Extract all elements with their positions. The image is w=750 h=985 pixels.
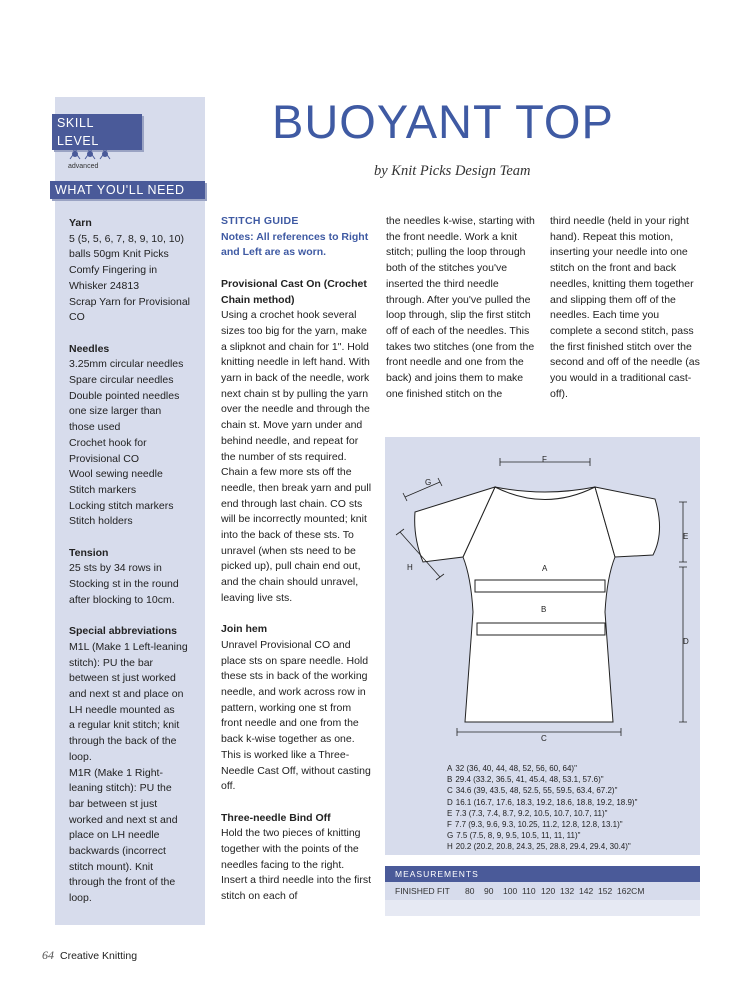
materials-list bbox=[69, 216, 199, 923]
three-needle-bind-off-body: Hold the two pieces of knitting together with the points of the needles facing to the right. Insert a third needle into the first stitch on each of bbox=[221, 827, 371, 903]
dim-label-e: E bbox=[683, 532, 689, 541]
skill-needles-icon bbox=[68, 143, 118, 163]
stitch-guide-column-3 bbox=[550, 214, 702, 402]
skill-level-heading: SKILL LEVEL bbox=[52, 114, 142, 150]
fit-value: 110 bbox=[522, 886, 536, 896]
stitch-guide-note: Notes: All references to Right and Left are as worn. bbox=[221, 230, 369, 259]
page-footer bbox=[42, 948, 137, 963]
dim-label-d: D bbox=[683, 637, 689, 646]
yarn-body: 5 (5, 5, 6, 7, 8, 9, 10, 10) balls 50gm Knit Picks Comfy Fingering in Whisker 24813 Scrap Yarn for Provisional CO bbox=[69, 232, 191, 324]
band-b bbox=[477, 623, 605, 635]
measurement-list bbox=[447, 763, 637, 853]
measurements-heading: MEASUREMENTS bbox=[385, 866, 700, 882]
page-number: 64 bbox=[42, 948, 54, 962]
abbreviations-heading: Special abbreviations bbox=[69, 625, 177, 638]
fit-value: 142 bbox=[579, 886, 594, 896]
measurement-row: C 34.6 (39, 43.5, 48, 52.5, 55, 59.5, 63.4, 67.2)" bbox=[447, 786, 618, 796]
tension-heading: Tension bbox=[69, 546, 109, 559]
fit-value: 80 bbox=[465, 886, 475, 896]
stitch-guide-heading: STITCH GUIDE bbox=[221, 215, 299, 227]
yarn-heading: Yarn bbox=[69, 217, 92, 229]
dim-label-a: A bbox=[542, 564, 548, 573]
skill-level-value: advanced bbox=[68, 163, 99, 170]
measurement-row: F 7.7 (9.3, 9.6, 9.3, 10.25, 11.2, 12.8, 12.8, 13.1)" bbox=[447, 820, 623, 830]
dim-label-g: G bbox=[425, 478, 432, 487]
provisional-cast-on-body: Using a crochet hook several sizes too big for the yarn, make a slipknot and chain for 1". Hold knitting needle in left hand. With yarn in back of the needle, work next chain st by pulling the yarn over the needle and through the chain st. Move yarn under and behind needle, and repeat for the number of sts required. Chain a few more sts off the needle, then break yarn and pull end through last chain. CO sts will be incorrectly mounted; knit into the back of these sts. To unravel (when sts need to be picked up), pull chain end out, and the chain should unravel, leaving live sts. bbox=[221, 309, 372, 604]
dim-label-h: H bbox=[407, 563, 413, 572]
dim-label-b: B bbox=[541, 605, 547, 614]
abbreviations-body: M1L (Make 1 Left-leaning stitch): PU the bar between st just worked and next st and place on LH needle mounted as a regular knit stitch; knit through the back of the loop. M1R (Make 1 Right- leaning stitch): PU the bar between st just worked and next st and place on LH needle backwards (incorrect stitch mount). Knit through the front of the loop. bbox=[69, 640, 188, 905]
tension-body: 25 sts by 34 rows in Stocking st in the round after blocking to 10cm. bbox=[69, 562, 179, 606]
measurement-row: H 20.2 (20.2, 20.8, 24.3, 25, 28.8, 29.4, 29.4, 30.4)" bbox=[447, 842, 631, 852]
stitch-guide-column-2 bbox=[386, 214, 536, 402]
finished-fit-row bbox=[385, 882, 700, 900]
measurements-empty-row bbox=[385, 900, 700, 916]
provisional-cast-on-heading: Provisional Cast On (Crochet Chain method) bbox=[221, 277, 367, 306]
body-outline bbox=[463, 487, 615, 722]
three-needle-bind-off-continued: the needles k-wise, starting with the front needle. Work a knit stitch; pulling the loop through both of the stitches you've inserted the third needle through. After you've pulled the loop through, slip the first stitch off of each of the needles. This takes two stitches (one from the front needle and one from the back) and joins them to make one finished stitch on the bbox=[386, 215, 535, 400]
finished-fit-label: FINISHED FIT bbox=[395, 886, 450, 896]
measurement-row: G 7.5 (7.5, 8, 9, 9.5, 10.5, 11, 11, 11)" bbox=[447, 831, 581, 841]
three-needle-bind-off-heading: Three-needle Bind Off bbox=[221, 811, 331, 824]
dim-label-f: F bbox=[542, 455, 547, 464]
measurement-row: E 7.3 (7.3, 7.4, 8.7, 9.2, 10.5, 10.7, 10.7, 11)" bbox=[447, 808, 608, 818]
page-title: BUOYANT TOP bbox=[272, 95, 614, 148]
fit-value: 90 bbox=[484, 886, 494, 896]
fit-value: 132 bbox=[560, 886, 575, 896]
fit-value: 100 bbox=[503, 886, 518, 896]
needles-body: 3.25mm circular needles Spare circular needles Double pointed needles one size larger than those used Crochet hook for Provisional CO Wool sewing needle Stitch markers Locking stitch markers Stitch holders bbox=[69, 358, 184, 528]
fit-value: 152 bbox=[598, 886, 613, 896]
measurement-row: A 32 (36, 40, 44, 48, 52, 56, 60, 64)" bbox=[447, 764, 577, 773]
what-you-need-heading: WHAT YOU'LL NEED bbox=[50, 181, 205, 199]
stitch-guide-column-1 bbox=[221, 214, 373, 905]
three-needle-bind-off-end: third needle (held in your right hand). Repeat this motion, inserting your needle into one stitch on the front and back needles, knitting them together and slipping them off of the needles. Each time you complete a second stitch, pass the first finished stitch over the second and off of the needle (as you would in a traditional cast-off). bbox=[550, 215, 700, 400]
join-hem-body: Unravel Provisional CO and place sts on spare needle. Hold these sts in back of the working needle, and work across row in pattern, working one st from front needle and one from the back k-wise together as one. This is worked like a Three-Needle Cast Off, without casting off. bbox=[221, 638, 371, 793]
needles-heading: Needles bbox=[69, 342, 110, 355]
fit-value: 162CM bbox=[617, 886, 645, 896]
join-hem-heading: Join hem bbox=[221, 623, 268, 636]
band-a bbox=[475, 580, 605, 592]
fit-value: 120 bbox=[541, 886, 556, 896]
byline: by Knit Picks Design Team bbox=[374, 163, 531, 179]
measurement-row: B 29.4 (33.2, 36.5, 41, 45.4, 48, 53.1, 57.6)" bbox=[447, 775, 604, 785]
measurement-row: D 16.1 (16.7, 17.6, 18.3, 19.2, 18.6, 18.8, 19.2, 18.9)" bbox=[447, 797, 638, 807]
dim-label-c: C bbox=[541, 734, 547, 743]
magazine-name: Creative Knitting bbox=[60, 950, 138, 962]
